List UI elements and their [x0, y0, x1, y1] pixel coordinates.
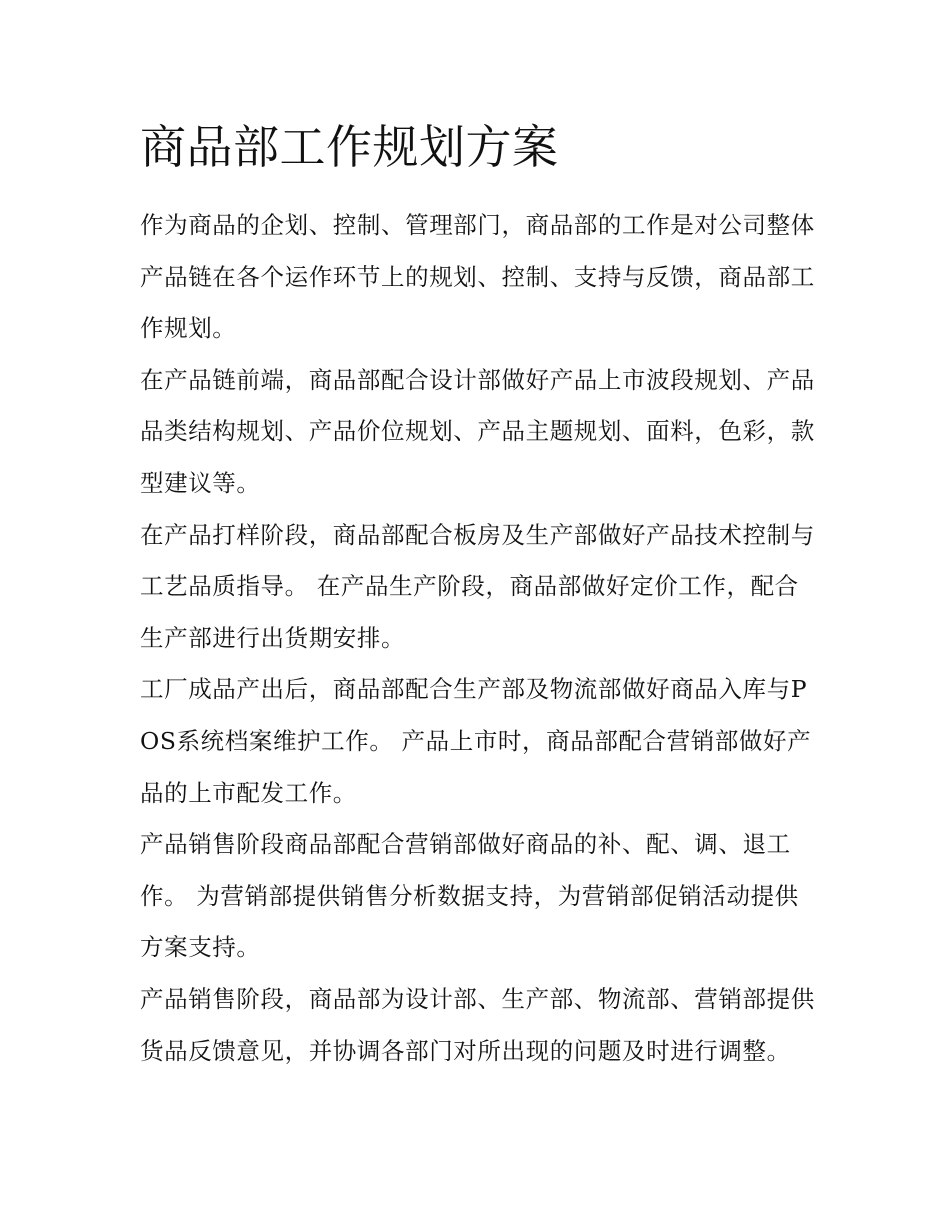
document-page [140, 112, 816, 1077]
paragraph-3: 在产品打样阶段，商品部配合板房及生产部做好产品技术控制与工艺品质指导。 在产品生产阶段，商品部做好定价工作，配合生产部进行出货期安排。 [140, 520, 815, 652]
paragraph-5: 产品销售阶段商品部配合营销部做好商品的补、配、调、退工作。 为营销部提供销售分析数据支持，为营销部促销活动提供方案支持。 [140, 830, 799, 962]
document-title: 商品部工作规划方案 [140, 120, 559, 174]
paragraph-6: 产品销售阶段，商品部为设计部、生产部、物流部、营销部提供货品反馈意见，并协调各部门对所出现的问题及时进行调整。 [140, 984, 815, 1065]
paragraph-2: 在产品链前端，商品部配合设计部做好产品上市波段规划、产品品类结构规划、产品价位规划、产品主题规划、面料，色彩，款型建议等。 [140, 365, 815, 497]
paragraph-1: 作为商品的企划、控制、管理部门，商品部的工作是对公司整体产品链在各个运作环节上的规划、控制、支持与反馈，商品部工作规划。 [140, 211, 815, 343]
paragraph-4: 工厂成品产出后，商品部配合生产部及物流部做好商品入库与POS系统档案维护工作。 产品上市时，商品部配合营销部做好产品的上市配发工作。 [140, 675, 812, 807]
